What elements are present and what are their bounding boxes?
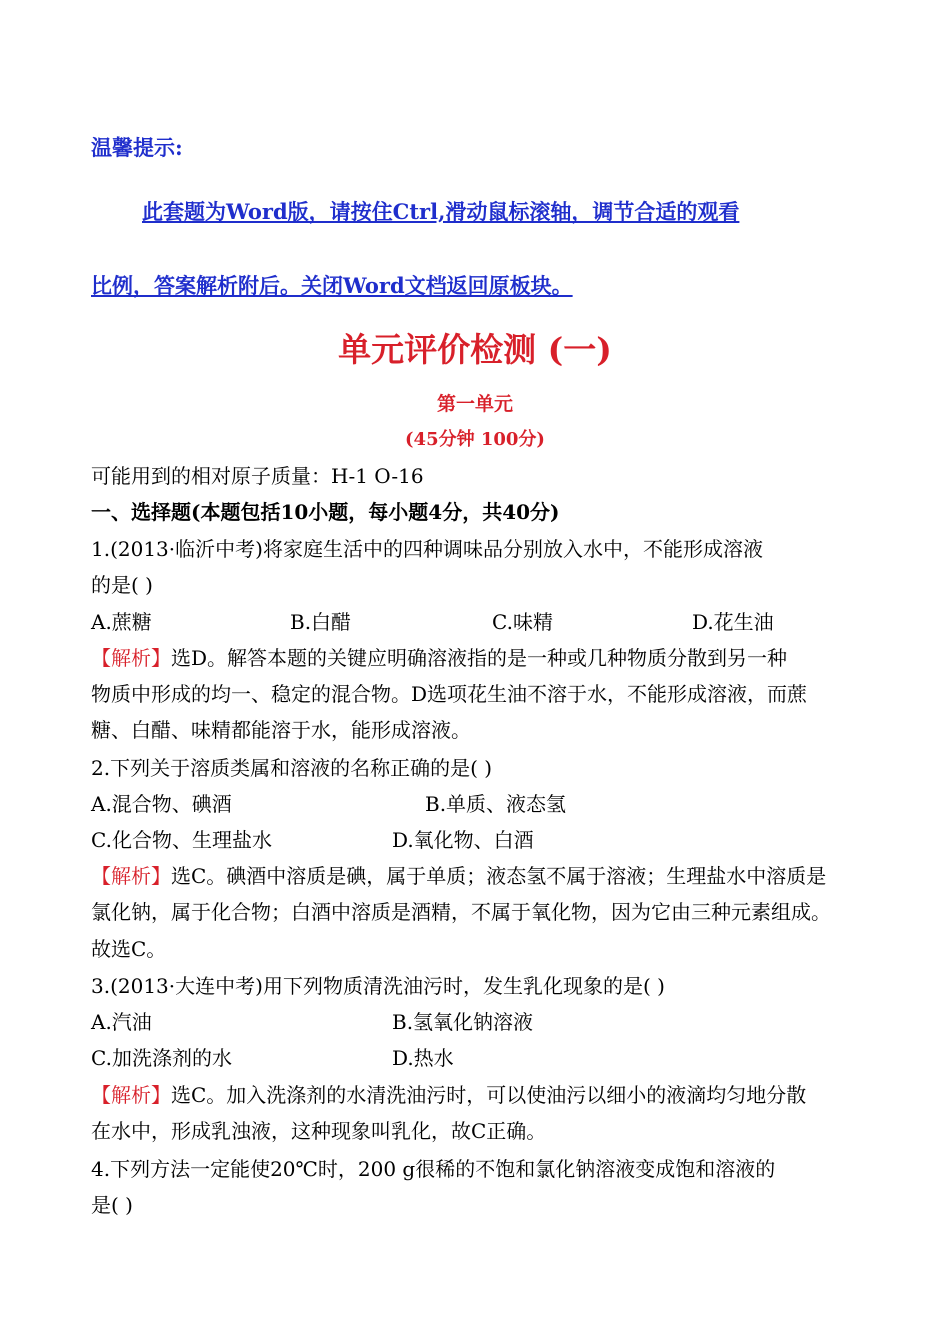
q3-option-b: B.氢氧化钠溶液 (392, 1010, 534, 1034)
q2-option-d: D.氧化物、白酒 (392, 828, 534, 852)
q3-answer-line-2: 在水中，形成乳浊液，这种现象叫乳化，故C正确。 (91, 1119, 547, 1143)
q4-stem-line-2: 是( ) (91, 1193, 133, 1217)
answer-tag: 【解析】 (91, 864, 171, 888)
section-1-title: 一、选择题(本题包括10小题，每小题4分，共40分) (91, 500, 560, 524)
q1-option-c: C.味精 (492, 610, 553, 634)
q3-option-d: D.热水 (392, 1046, 454, 1070)
q4-stem-line-1: 4.下列方法一定能使20℃时，200 g很稀的不饱和氯化钠溶液变成饱和溶液的 (91, 1157, 776, 1181)
q1-stem-line-2: 的是( ) (91, 573, 153, 597)
q1-answer-line-3: 糖、白醋、味精都能溶于水，能形成溶液。 (91, 718, 471, 742)
tip-title: 温馨提示: (91, 135, 183, 160)
q2-answer-line-3: 故选C。 (91, 937, 167, 961)
q2-answer-line-2: 氯化钠，属于化合物；白酒中溶质是酒精，不属于氧化物，因为它由三种元素组成。 (91, 900, 831, 924)
q3-option-a: A.汽油 (91, 1010, 152, 1034)
q2-answer-line-1: 【解析】选C。碘酒中溶质是碘，属于单质；液态氢不属于溶液；生理盐水中溶质是 (91, 864, 827, 888)
q3-answer-line-1: 【解析】选C。加入洗涤剂的水清洗油污时，可以使油污以细小的液滴均匀地分散 (91, 1083, 807, 1107)
atomic-mass-note: 可能用到的相对原子质量：H-1 O-16 (91, 464, 424, 488)
q2-option-a: A.混合物、碘酒 (91, 792, 232, 816)
q1-answer-line-1: 【解析】选D。解答本题的关键应明确溶液指的是一种或几种物质分散到另一种 (91, 646, 788, 670)
q2-option-c: C.化合物、生理盐水 (91, 828, 272, 852)
q1-stem-line-1: 1.(2013·临沂中考)将家庭生活中的四种调味品分别放入水中，不能形成溶液 (91, 537, 763, 561)
unit-subtitle: 第一单元 (436, 393, 513, 415)
q1-option-b: B.白醋 (290, 610, 352, 634)
answer-tag: 【解析】 (91, 1083, 171, 1107)
page-title: 单元评价检测 (一) (338, 330, 612, 369)
q3-stem-line-1: 3.(2013·大连中考)用下列物质清洗油污时，发生乳化现象的是( ) (91, 974, 665, 998)
q3-option-c: C.加洗涤剂的水 (91, 1046, 232, 1070)
q2-option-b: B.单质、液态氢 (425, 792, 567, 816)
tip-line-2[interactable]: 比例，答案解析附后。关闭Word文档返回原板块。 (91, 273, 573, 298)
answer-tag: 【解析】 (91, 646, 171, 670)
time-score: (45分钟 100分) (405, 429, 545, 450)
q2-stem-line-1: 2.下列关于溶质类属和溶液的名称正确的是( ) (91, 756, 493, 780)
q1-answer-line-2: 物质中形成的均一、稳定的混合物。D选项花生油不溶于水，不能形成溶液，而蔗 (91, 682, 808, 706)
q1-option-d: D.花生油 (692, 610, 774, 634)
tip-line-1[interactable]: 此套题为Word版，请按住Ctrl,滑动鼠标滚轴，调节合适的观看 (142, 199, 740, 224)
q1-option-a: A.蔗糖 (91, 610, 152, 634)
